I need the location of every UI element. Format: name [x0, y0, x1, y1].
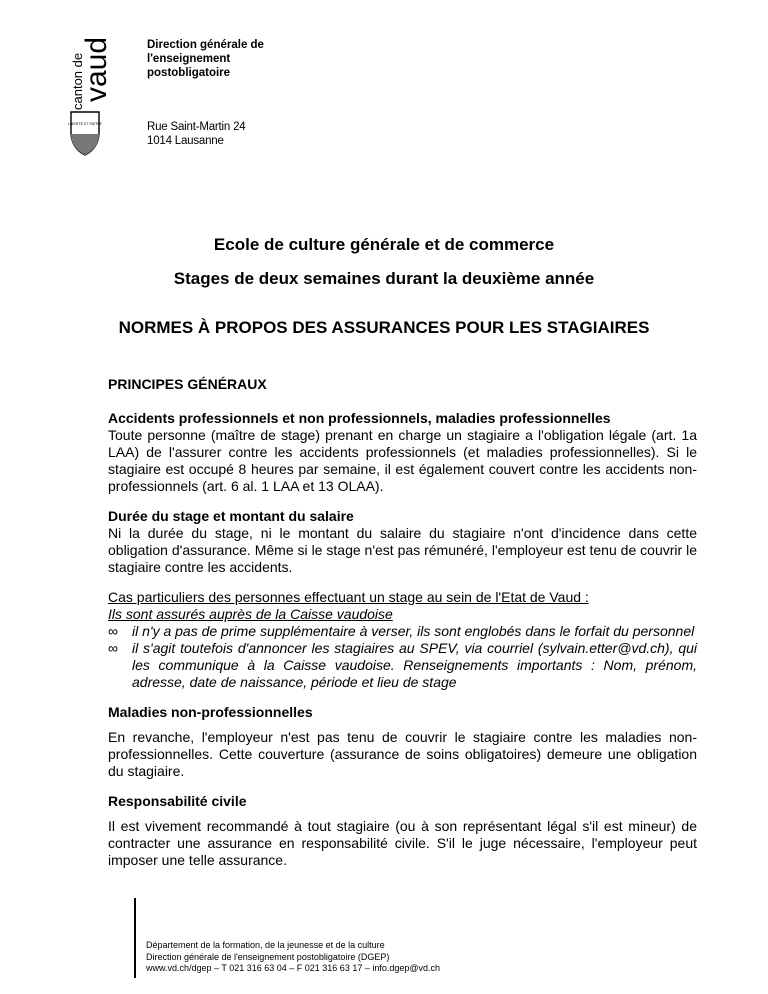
school-title: Ecole de culture générale et de commerce [213, 235, 555, 254]
maladies-heading: Maladies non-professionnelles [108, 704, 313, 720]
footer-line: Département de la formation, de la jeunesse et de la culture [146, 940, 385, 950]
logo-text-canton: canton de [70, 52, 85, 110]
footer-line: Direction générale de l'enseignement postobligatoire (DGEP) [146, 951, 390, 962]
org-line: postobligatoire [147, 67, 231, 79]
accidents-heading: Accidents professionnels et non professionnels, maladies professionnelles [108, 410, 611, 426]
stages-title: Stages de deux semaines durant la deuxième année [173, 269, 595, 288]
duration-text: Ni la durée du stage, ni le montant du salaire du stagiaire n'ont d'incidence dans cette obligation d'assurance. Même si le stage n'est pas rémunéré, l'employeur est tenu de couvrir le stagiaire contre les accidents. [108, 525, 697, 575]
address-block [147, 120, 245, 148]
bullet-text: il s'agit toutefois d'annoncer les stagiaires au SPEV, via courriel (sylvain.etter@vd.ch), qui les communique à la Caisse vaudoise. Renseignements importants : Nom, prénom, adresse, date de naissance, période et lieu de stage [132, 640, 697, 690]
rc-heading: Responsabilité civile [108, 793, 247, 809]
document-body [108, 376, 697, 869]
bullet-symbol: ∞ [108, 623, 118, 639]
address-line: Rue Saint-Martin 24 [147, 121, 246, 133]
list-item [108, 623, 697, 640]
footer-line: www.vd.ch/dgep – T 021 316 63 04 – F 021 316 63 17 – info.dgep@vd.ch [146, 963, 441, 973]
footer-divider [134, 898, 136, 978]
accidents-text: Toute personne (maître de stage) prenant en charge un stagiaire a l'obligation légale (art. 1a LAA) de l'assurer contre les accidents professionnels (et maladies professionnelles). Si le stagiaire est occupé 8 heures par semaine, il est également couvert contre les accidents non-professionnels (art. 6 al. 1 LAA et 13 OLAA). [108, 427, 697, 494]
footer [146, 940, 440, 975]
list-item [108, 640, 697, 691]
org-header [147, 38, 264, 80]
org-line: l'enseignement [147, 53, 231, 65]
maladies-text: En revanche, l'employeur n'est pas tenu de couvrir le stagiaire contre les maladies non-professionnelles. Cette couverture (assurance de soins obligatoires) demeure une obligation du stagiaire. [108, 729, 697, 779]
shield-text: LIBERTÉ ET PATRIE [68, 122, 102, 126]
canton-vaud-logo [64, 28, 113, 158]
norms-title: NORMES À PROPOS DES ASSURANCES POUR LES STAGIAIRES [118, 318, 650, 337]
org-line: Direction générale de [147, 39, 264, 51]
etat-heading: Cas particuliers des personnes effectuant un stage au sein de l'Etat de Vaud : [108, 589, 589, 605]
bullet-text: il n'y a pas de prime supplémentaire à verser, ils sont englobés dans le forfait du personnel [132, 623, 695, 639]
etat-subheading: Ils sont assurés auprès de la Caisse vaudoise [108, 606, 393, 622]
principles-heading: PRINCIPES GÉNÉRAUX [108, 376, 267, 392]
address-line: 1014 Lausanne [147, 135, 224, 147]
etat-bullet-list [108, 623, 697, 691]
logo-text-vaud: vaud [80, 36, 113, 102]
duration-heading: Durée du stage et montant du salaire [108, 508, 354, 524]
rc-text: Il est vivement recommandé à tout stagiaire (ou à son représentant légal s'il est mineur) de contracter une assurance en responsabilité civile. S'il le juge nécessaire, l'employeur peut imposer une telle assurance. [108, 818, 697, 868]
bullet-symbol: ∞ [108, 640, 118, 656]
